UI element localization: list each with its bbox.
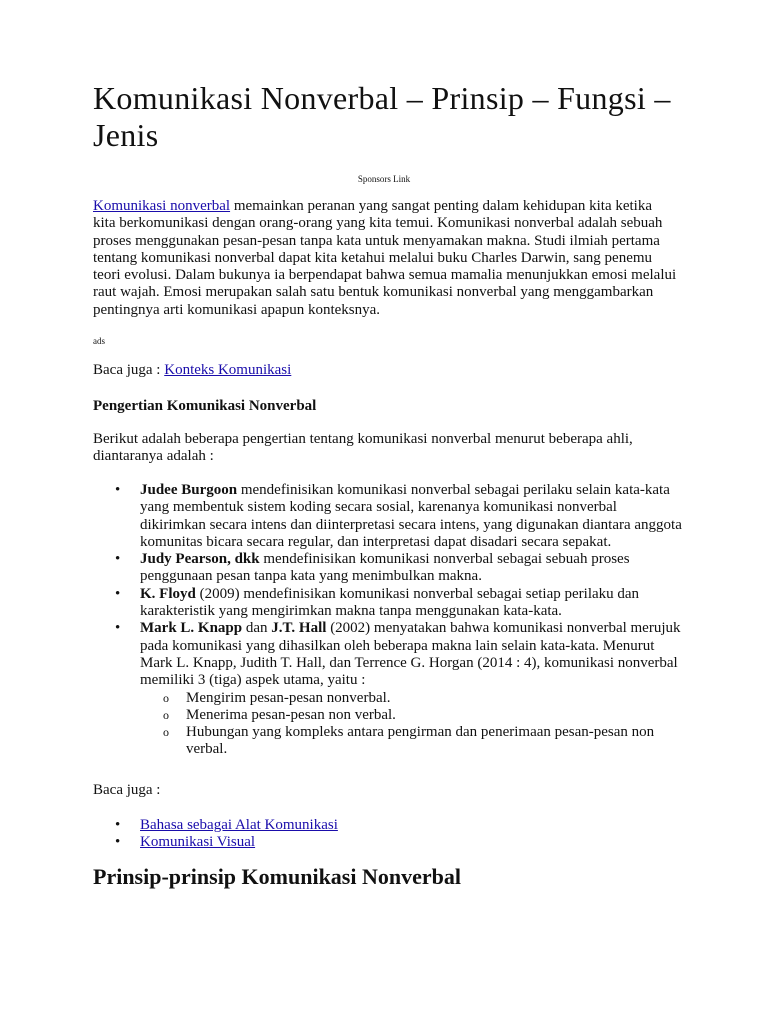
aspects-sublist [140, 690, 683, 759]
komunikasi-nonverbal-link[interactable]: Komunikasi nonverbal [93, 198, 231, 214]
section-intro: Berikut adalah beberapa pengertian tentang komunikasi nonverbal menurut beberapa ahli, diantaranya adalah : [93, 431, 633, 465]
list-item: • Mark L. Knapp dan J.T. Hall (2002) menyatakan bahwa komunikasi nonverbal merujuk pada komunikasi yang dihasilkan oleh beberapa makna lain selain kata-kata. Menurut Mark L. Knapp, Judith T. Hall, dan Terrence G. Horgan (2014 : 4), komunikasi nonverbal memiliki 3 (tiga) aspek utama, yaitu : o Mengirim pesan-pesan nonverbal. o Menerima pesan-pesan non verbal. o Hubungan yang kompleks antara pengirman dan penerimaan pesan-pesan non verbal. [93, 620, 683, 758]
list-item: • Judy Pearson, dkk mendefinisikan komunikasi nonverbal sebagai sebuah proses penggunaan pesan tanpa kata yang menimbulkan makna. [93, 551, 683, 586]
sub-list-item: o Mengirim pesan-pesan nonverbal. [140, 690, 683, 707]
page-title: Komunikasi Nonverbal – Prinsip – Fungsi – Jenis [93, 80, 671, 153]
section-heading: Pengertian Komunikasi Nonverbal [93, 398, 317, 414]
konteks-komunikasi-link[interactable]: Konteks Komunikasi [164, 362, 292, 378]
baca-juga-label: Baca juga : [93, 362, 165, 378]
sponsors-link-label: Sponsors Link [357, 174, 411, 184]
section-heading-prinsip: Prinsip-prinsip Komunikasi Nonverbal [93, 864, 461, 889]
list-item [93, 834, 677, 851]
ads-label: ads [93, 336, 105, 346]
list-item: • Judee Burgoon mendefinisikan komunikasi nonverbal sebagai perilaku selain kata-kata yang membentuk sistem koding secara sosial, karenanya komunikasi nonverbal dikirimkan secara intens dan diinterpretasi secara intens, yang digunakan diantara anggota komunitas bicara secara regular, dan interpretasi dapat disadari secara sepakat. [93, 482, 683, 551]
definitions-list [93, 482, 683, 759]
list-item [93, 817, 677, 834]
baca-juga-2-label: Baca juga : [93, 782, 161, 798]
intro-paragraph [93, 198, 677, 319]
intro-text: memainkan peranan yang sangat penting dalam kehidupan kita ketika kita berkomunikasi dengan orang-orang yang kita temui. Komunikasi nonverbal adalah sebuah proses menggunakan pesan-pesan tanpa kata untuk menyamakan makna. Studi ilmiah pertama tentang komunikasi nonverbal dapat kita ketahui melalui buku Charles Darwin, sang penemu teori evolusi. Dalam bukunya ia berpendapat bahwa semua mamalia menunjukkan emosi melalui raut wajah. Emosi merupakan salah satu bentuk komunikasi nonverbal yang menggambarkan pentingnya arti komunikasi apapun konteksnya. [93, 198, 677, 318]
komunikasi-visual-link[interactable]: Komunikasi Visual [140, 834, 256, 851]
sub-list-item: o Hubungan yang kompleks antara pengirman dan penerimaan pesan-pesan non verbal. [140, 724, 683, 759]
related-links-list [93, 817, 677, 852]
list-item: • K. Floyd (2009) mendefinisikan komunikasi nonverbal sebagai setiap perilaku dan karakteristik yang mengirimkan makna tanpa menggunakan kata-kata. [93, 586, 683, 621]
bahasa-alat-komunikasi-link[interactable]: Bahasa sebagai Alat Komunikasi [140, 817, 338, 833]
sub-list-item: o Menerima pesan-pesan non verbal. [140, 707, 683, 724]
baca-juga-1 [93, 362, 677, 379]
